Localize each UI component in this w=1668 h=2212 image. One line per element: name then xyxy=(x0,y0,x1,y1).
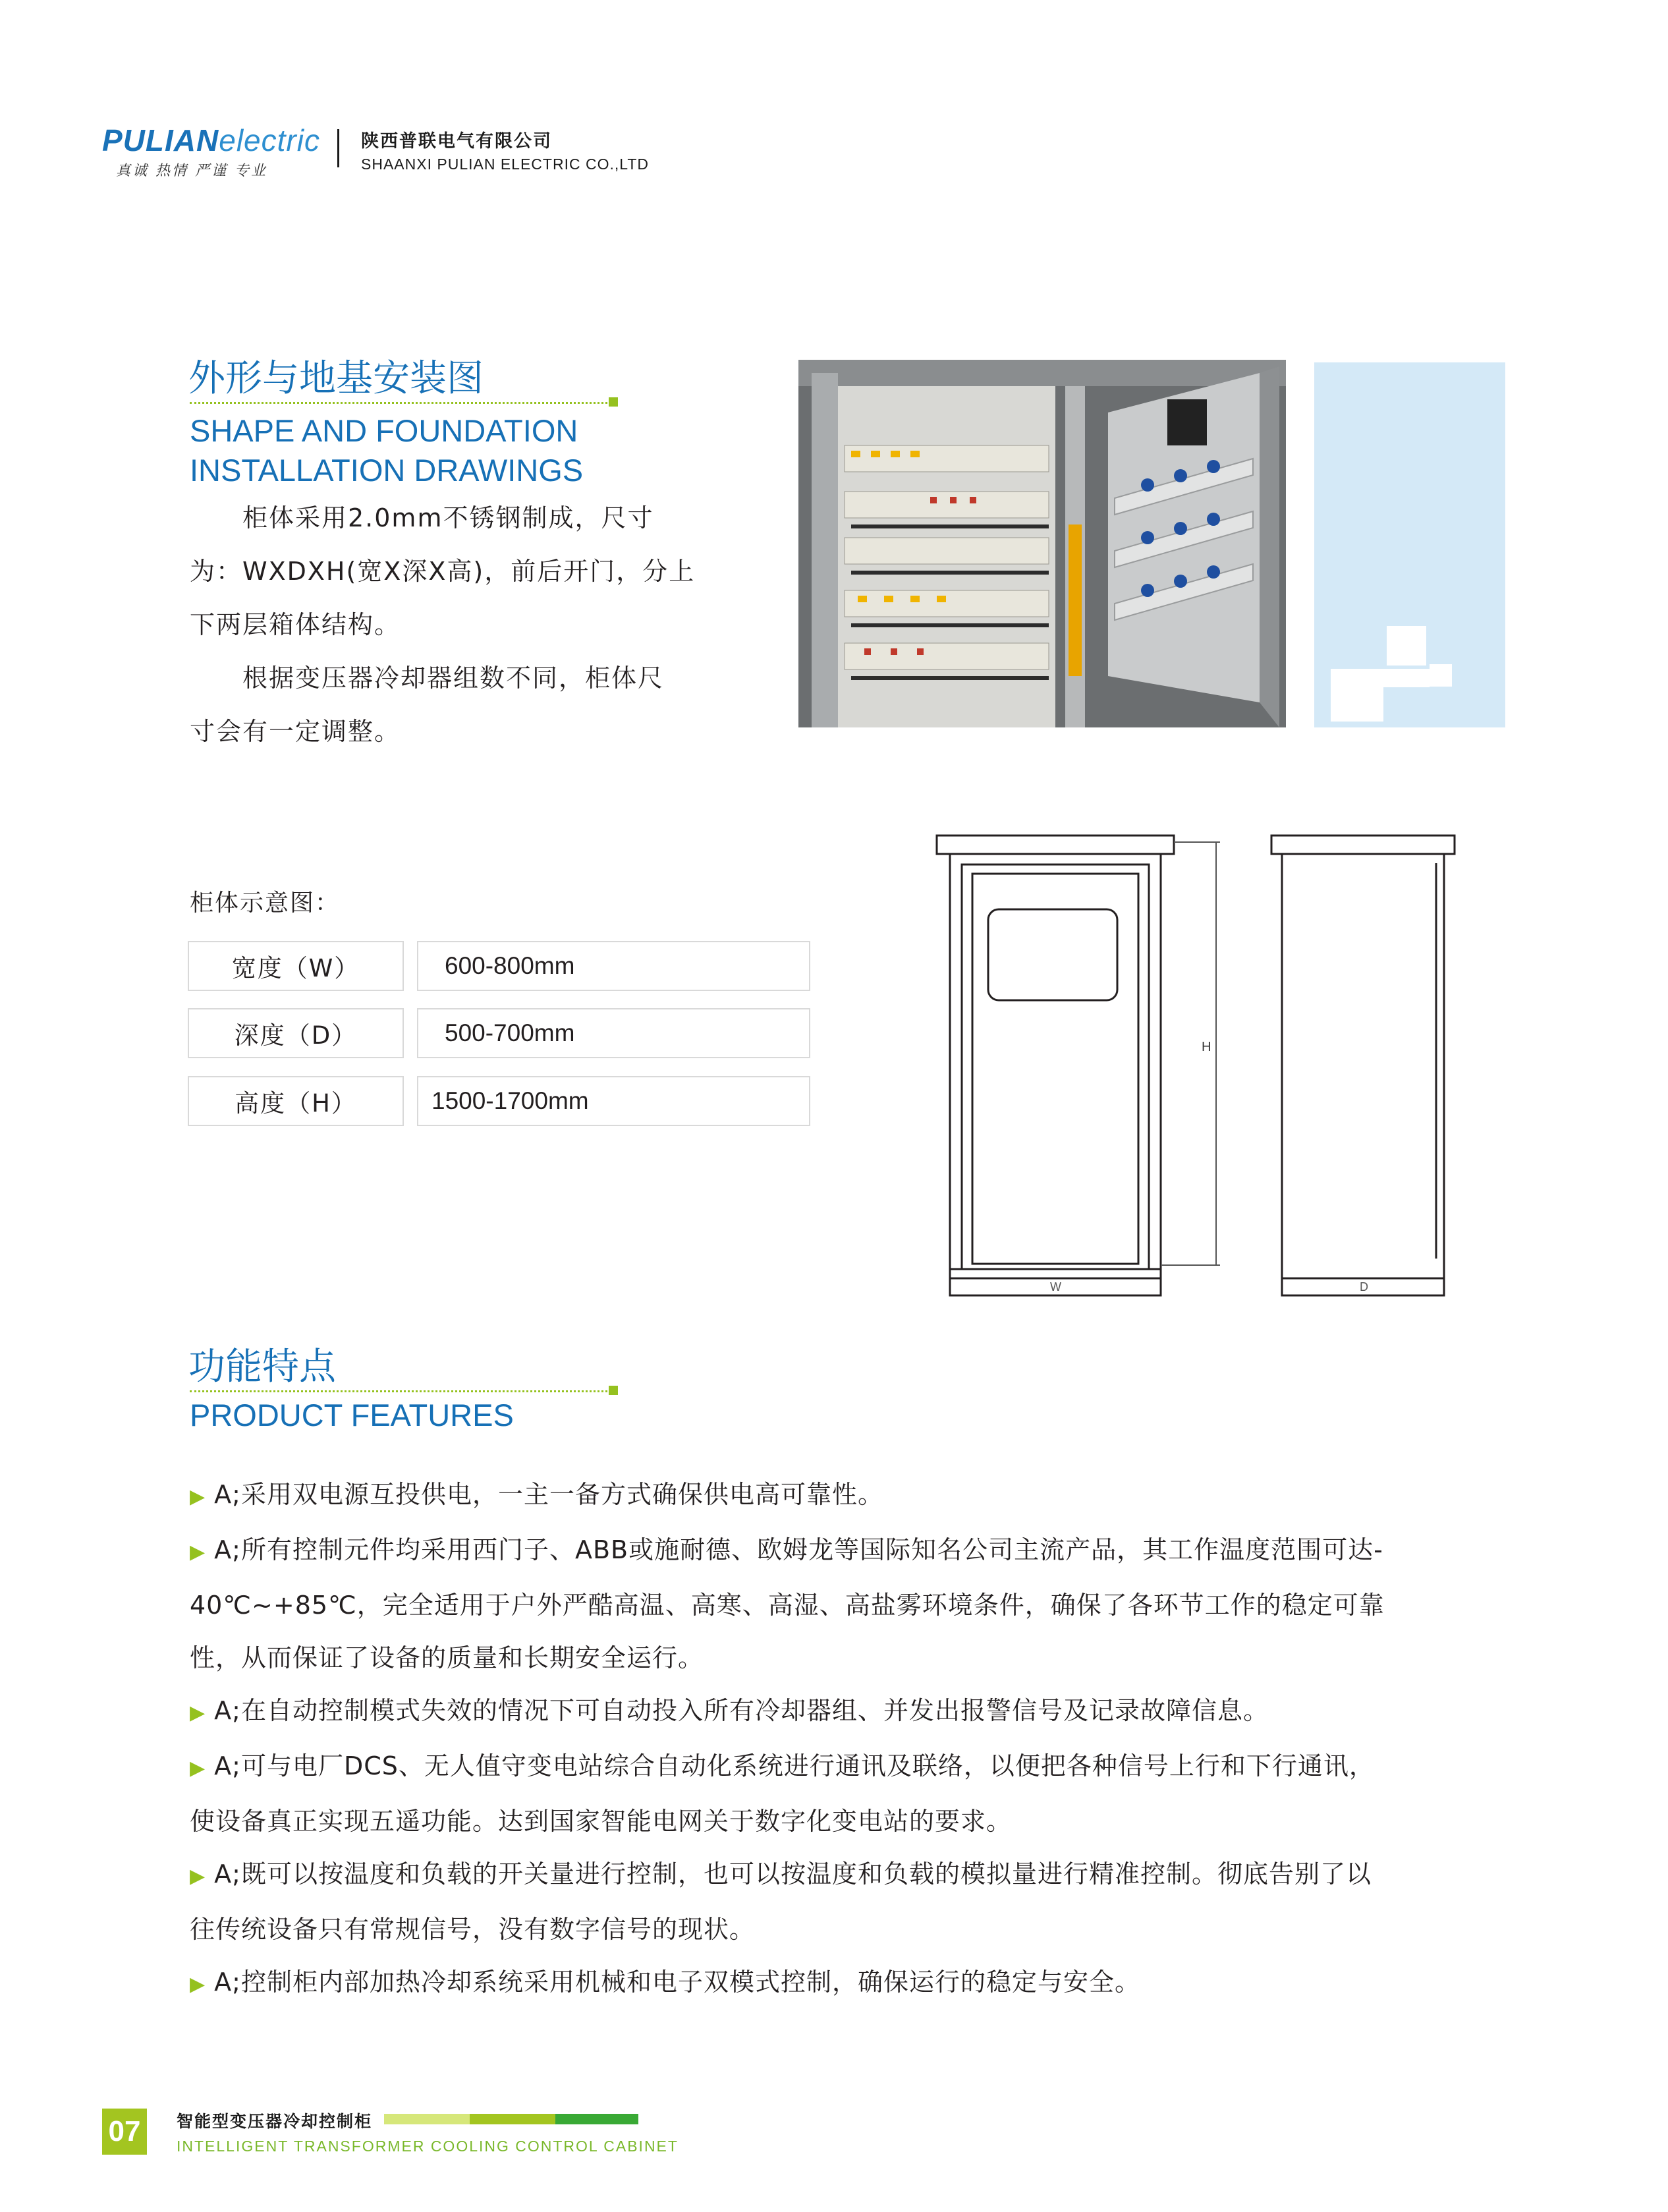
brand-name-bold: PULIAN xyxy=(102,123,219,157)
shape-section-title-en: SHAPE AND FOUNDATION INSTALLATION DRAWINGS xyxy=(190,413,584,488)
desc-line: 为：WXDXH(宽X深X高)，前后开门，分上 xyxy=(190,557,696,586)
diagram-caption: 柜体示意图： xyxy=(190,890,341,917)
triangle-bullet-icon: ▶ xyxy=(190,1973,206,1996)
desc-line: 寸会有一定调整。 xyxy=(190,717,401,746)
decorative-square xyxy=(1430,664,1452,687)
brand-name-light: electric xyxy=(219,123,320,157)
spec-label-height: 高度（H） xyxy=(188,1076,404,1126)
cabinet-interior-photo xyxy=(798,360,1286,727)
dimension-label-h: H xyxy=(1202,1040,1211,1054)
spec-value-width: 600-800mm xyxy=(417,941,810,991)
features-section-title-cn: 功能特点 xyxy=(188,1346,336,1388)
dimension-label-d: D xyxy=(1360,1280,1368,1293)
triangle-bullet-icon: ▶ xyxy=(190,1485,206,1508)
cabinet-photo-illustration xyxy=(798,360,1286,727)
company-name-en: SHAANXI PULIAN ELECTRIC CO.,LTD xyxy=(361,156,649,173)
footer-color-bar xyxy=(384,2114,470,2124)
shape-section-title-cn: 外形与地基安装图 xyxy=(188,357,484,400)
spec-label-depth: 深度（D） xyxy=(188,1008,404,1058)
footer-title-cn: 智能型变压器冷却控制柜 xyxy=(177,2112,373,2131)
footer-color-bar xyxy=(470,2114,555,2124)
header-divider xyxy=(337,129,339,167)
footer-color-bar xyxy=(555,2114,638,2124)
feature-item: ▶ A;所有控制元件均采用西门子、ABB或施耐德、欧姆龙等国际知名公司主流产品，其工作温度范围可达- 40℃~+85℃，完全适用于户外严酷高温、高寒、高湿、高盐雾环境条件，确保了各环节工作的稳定可靠 性，从而保证了设备的质量和长期安全运行。 xyxy=(190,1535,1385,1672)
decorative-blue-panel xyxy=(1314,362,1505,727)
spec-value-height: 1500-1700mm xyxy=(417,1076,810,1126)
footer-title-en: INTELLIGENT TRANSFORMER COOLING CONTROL CABINET xyxy=(177,2138,679,2155)
decorative-square xyxy=(1383,669,1430,687)
feature-item: ▶ A;在自动控制模式失效的情况下可自动投入所有冷却器组、并发出报警信号及记录故障信息。 xyxy=(190,1696,1269,1725)
triangle-bullet-icon: ▶ xyxy=(190,1541,206,1564)
features-section-title-en: PRODUCT FEATURES xyxy=(190,1398,514,1432)
feature-item: ▶ A;既可以按温度和负载的开关量进行控制，也可以按温度和负载的模拟量进行精准控制。彻底告别了以 往传统设备只有常规信号，没有数字信号的现状。 xyxy=(190,1859,1372,1944)
triangle-bullet-icon: ▶ xyxy=(190,1701,206,1724)
desc-line: 柜体采用2.0mm不锈钢制成，尺寸 xyxy=(242,503,654,532)
dimension-label-w: W xyxy=(1050,1280,1061,1293)
section-rule xyxy=(190,1390,611,1392)
brand-slogan: 真诚 热情 严谨 专业 xyxy=(116,163,267,179)
decorative-square xyxy=(1387,626,1426,666)
company-name-cn: 陕西普联电气有限公司 xyxy=(361,131,552,152)
section-rule xyxy=(190,402,611,404)
feature-item: ▶ A;控制柜内部加热冷却系统采用机械和电子双模式控制，确保运行的稳定与安全。 xyxy=(190,1968,1140,1997)
feature-item: ▶ A;可与电厂DCS、无人值守变电站综合自动化系统进行通讯及联络，以便把各种信号上行和下行通讯， 使设备真正实现五遥功能。达到国家智能电网关于数字化变电站的要求。 xyxy=(190,1751,1375,1836)
spec-value-depth: 500-700mm xyxy=(417,1008,810,1058)
feature-list xyxy=(190,1468,1506,2011)
triangle-bullet-icon: ▶ xyxy=(190,1757,206,1780)
page-number: 07 xyxy=(102,2109,147,2155)
desc-line: 根据变压器冷却器组数不同，柜体尺 xyxy=(242,664,665,693)
brand-logo xyxy=(102,123,320,158)
shape-description xyxy=(190,492,730,758)
section-rule-dot xyxy=(609,397,618,407)
desc-line: 下两层箱体结构。 xyxy=(190,610,401,639)
decorative-square xyxy=(1331,669,1383,722)
feature-item: ▶ A;采用双电源互投供电，一主一备方式确保供电高可靠性。 xyxy=(190,1480,883,1509)
spec-label-width: 宽度（W） xyxy=(188,941,404,991)
section-rule-dot xyxy=(609,1386,618,1395)
triangle-bullet-icon: ▶ xyxy=(190,1865,206,1888)
cabinet-outline-drawing xyxy=(922,824,1482,1305)
